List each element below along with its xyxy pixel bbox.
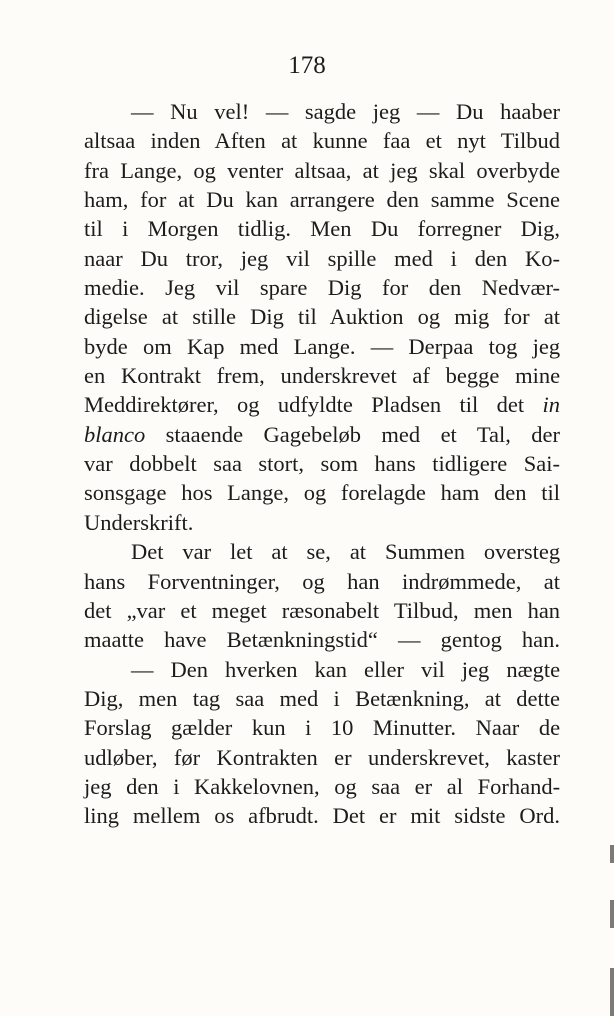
page-number: 178 <box>288 52 326 79</box>
text-line: blanco staaende Gagebeløb med et Tal, der <box>84 421 560 447</box>
text-line: det „var et meget ræsonabelt Tilbud, men han <box>84 597 561 623</box>
text-line: var dobbelt saa stort, som hans tidligere Sai- <box>84 451 560 477</box>
text-line: hans Forventninger, og han indrømmede, at <box>84 568 561 594</box>
page-edge-mark <box>610 900 614 928</box>
text-line: altsaa inden Aften at kunne faa et nyt Tilbud <box>84 128 561 154</box>
text-line: Underskrift. <box>84 509 194 535</box>
text-line: Det var let at se, at Summen oversteg <box>131 539 561 565</box>
page-edge-mark <box>610 968 614 1016</box>
text-line: digelse at stille Dig til Auktion og mig for at <box>84 304 561 330</box>
body-text <box>84 97 560 831</box>
text-line: sonsgage hos Lange, og forelagde ham den til <box>84 480 560 506</box>
page-edge-mark <box>610 845 614 863</box>
text-line: jeg den i Kakkelovnen, og saa er al Forhand- <box>84 773 561 799</box>
text-line: til i Morgen tidlig. Men Du forregner Dig, <box>84 216 561 242</box>
text-line: — Nu vel! — sagde jeg — Du haaber <box>131 99 561 124</box>
text-line: fra Lange, og venter altsaa, at jeg skal overbyde <box>84 157 561 183</box>
text-line: maatte have Betænkningstid“ — gentog han. <box>84 627 561 653</box>
text-line: Forslag gælder kun i 10 Minutter. Naar de <box>84 715 561 741</box>
text-line: — Den hverken kan eller vil jeg nægte <box>131 656 561 682</box>
text-line: Dig, men tag saa med i Betænkning, at dette <box>84 685 560 711</box>
text-line: en Kontrakt frem, underskrevet af begge mine <box>84 363 561 389</box>
text-line: ham, for at Du kan arrangere den samme Scene <box>84 187 561 213</box>
text-line: byde om Kap med Lange. — Derpaa tog jeg <box>84 333 561 359</box>
text-line: Meddirektører, og udfyldte Pladsen til det in <box>84 392 560 418</box>
text-line: medie. Jeg vil spare Dig for den Nedvær- <box>84 275 561 301</box>
text-line: ling mellem os afbrudt. Det er mit sidste Ord. <box>84 803 561 829</box>
text-line: naar Du tror, jeg vil spille med i den Ko- <box>84 245 560 271</box>
text-line: udløber, før Kontrakten er underskrevet, kaster <box>84 744 561 770</box>
